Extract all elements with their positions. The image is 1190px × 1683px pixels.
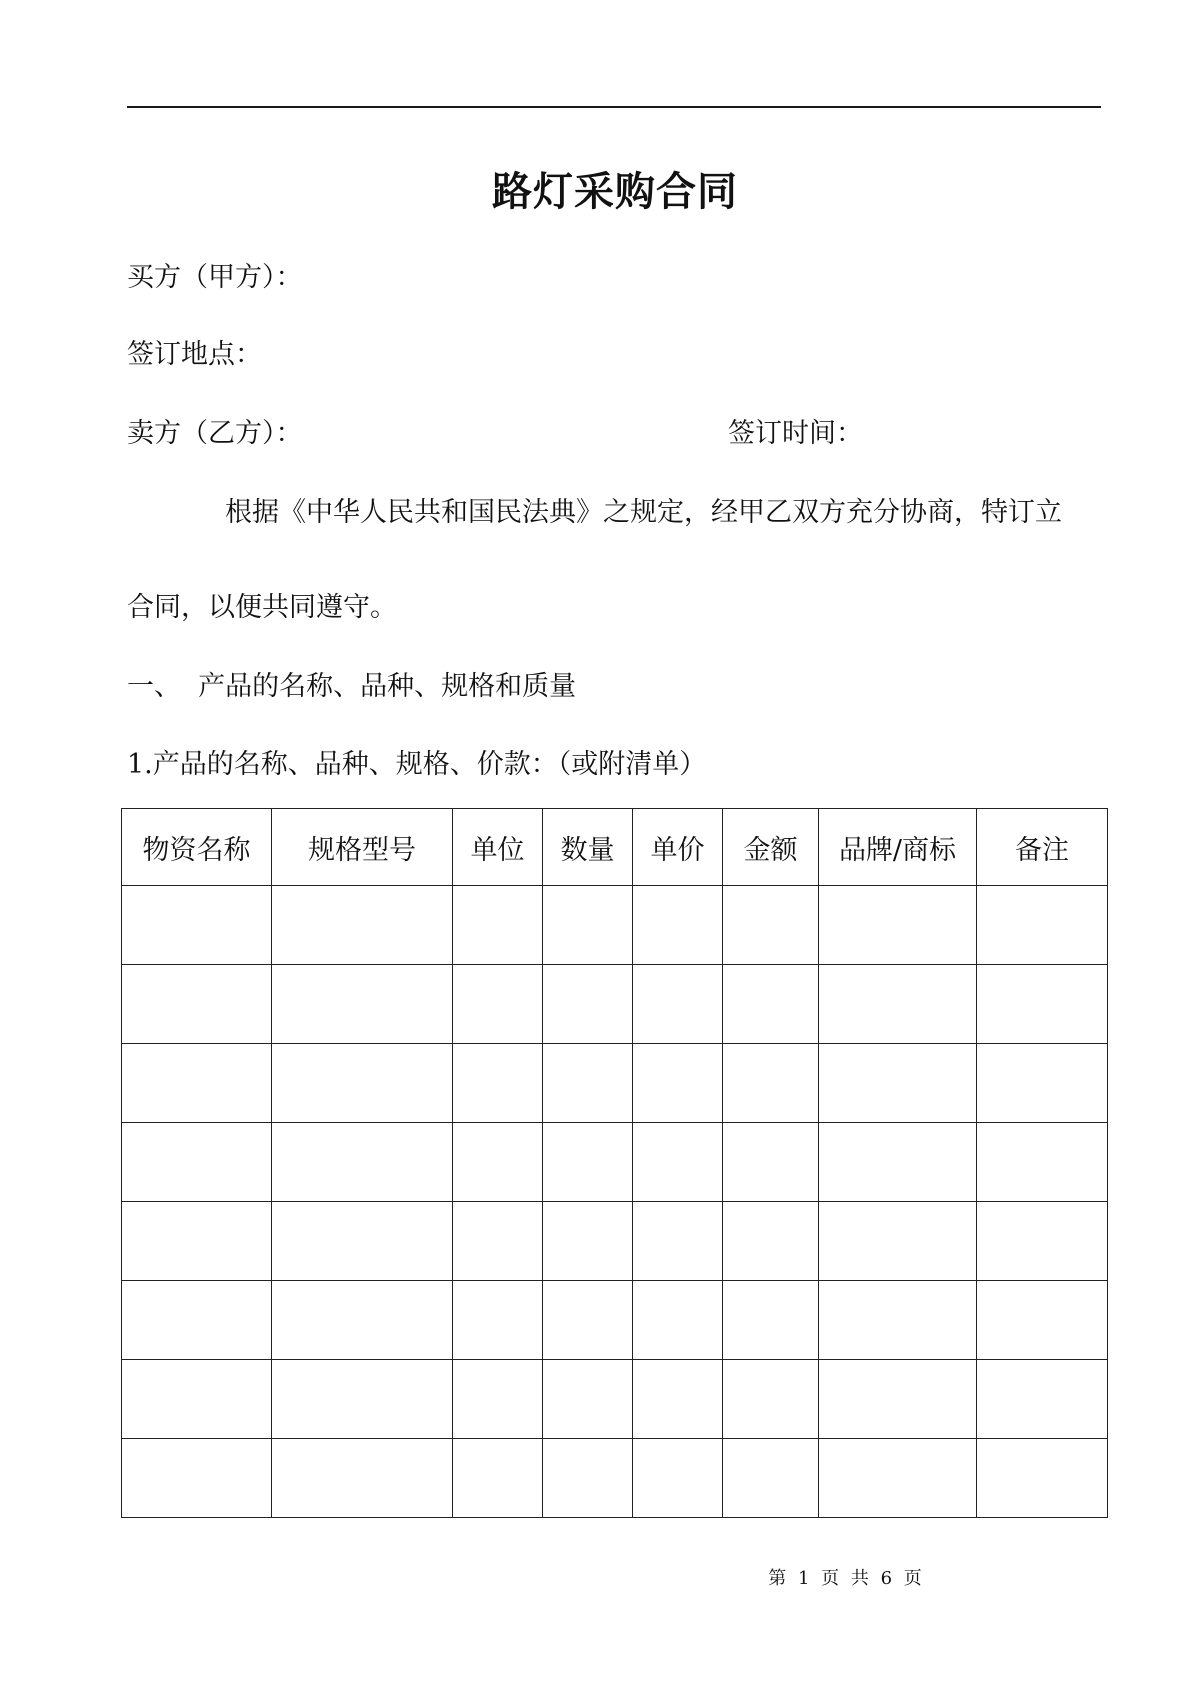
- header-cell-brand: 品牌/商标: [819, 809, 977, 886]
- sign-place-label: 签订地点：: [127, 339, 262, 370]
- table-row: [122, 886, 1108, 965]
- goods-table-body: [122, 886, 1108, 1518]
- table-cell: [122, 1360, 272, 1439]
- table-cell: [272, 1281, 453, 1360]
- table-cell: [633, 1360, 723, 1439]
- table-cell: [543, 1360, 633, 1439]
- table-cell: [819, 1360, 977, 1439]
- table-cell: [122, 1123, 272, 1202]
- table-cell: [122, 965, 272, 1044]
- header-cell-remarks: 备注: [977, 809, 1108, 886]
- table-cell: [543, 965, 633, 1044]
- table-cell: [633, 886, 723, 965]
- table-cell: [723, 1439, 819, 1518]
- buyer-label: 买方（甲方）：: [127, 262, 303, 293]
- table-cell: [723, 1281, 819, 1360]
- table-cell: [819, 1281, 977, 1360]
- section-1-heading: 一、 产品的名称、品种、规格和质量: [127, 671, 577, 702]
- table-cell: [453, 886, 543, 965]
- table-cell: [723, 1202, 819, 1281]
- table-cell: [272, 965, 453, 1044]
- table-cell: [977, 965, 1108, 1044]
- table-cell: [272, 1360, 453, 1439]
- table-cell: [723, 1360, 819, 1439]
- header-cell-quantity: 数量: [543, 809, 633, 886]
- item-1-heading: 1.产品的名称、品种、规格、价款：（或附清单）: [127, 749, 707, 780]
- header-rule: [127, 106, 1101, 108]
- table-cell: [819, 1202, 977, 1281]
- table-cell: [453, 1044, 543, 1123]
- table-row: [122, 1439, 1108, 1518]
- table-cell: [453, 1202, 543, 1281]
- table-cell: [543, 1281, 633, 1360]
- preamble-line-1: 根据《中华人民共和国民法典》之规定，经甲乙双方充分协商，特订立: [225, 497, 1062, 528]
- table-cell: [633, 1044, 723, 1123]
- table-cell: [272, 1044, 453, 1123]
- page-number: 第 1 页 共 6 页: [768, 1568, 922, 1589]
- table-cell: [543, 1123, 633, 1202]
- table-cell: [977, 1044, 1108, 1123]
- table-cell: [977, 1439, 1108, 1518]
- sign-time-label: 签订时间：: [728, 418, 863, 449]
- table-cell: [977, 1281, 1108, 1360]
- table-cell: [543, 886, 633, 965]
- table-cell: [122, 1044, 272, 1123]
- table-row: [122, 1281, 1108, 1360]
- table-cell: [272, 1439, 453, 1518]
- table-cell: [122, 1202, 272, 1281]
- table-cell: [543, 1439, 633, 1518]
- table-cell: [272, 1202, 453, 1281]
- table-cell: [453, 965, 543, 1044]
- header-cell-unit-price: 单价: [633, 809, 723, 886]
- goods-table: [121, 808, 1108, 1518]
- table-cell: [453, 1123, 543, 1202]
- table-row: [122, 1360, 1108, 1439]
- table-cell: [453, 1439, 543, 1518]
- table-header-row: [122, 809, 1108, 886]
- table-cell: [272, 886, 453, 965]
- preamble-line-2: 合同，以便共同遵守。: [127, 592, 397, 623]
- table-cell: [453, 1360, 543, 1439]
- table-cell: [977, 1202, 1108, 1281]
- table-row: [122, 1123, 1108, 1202]
- table-cell: [633, 1439, 723, 1518]
- table-cell: [723, 886, 819, 965]
- table-cell: [819, 965, 977, 1044]
- header-cell-amount: 金额: [723, 809, 819, 886]
- table-cell: [122, 1281, 272, 1360]
- table-cell: [633, 965, 723, 1044]
- table-cell: [723, 1123, 819, 1202]
- table-row: [122, 965, 1108, 1044]
- table-row: [122, 1202, 1108, 1281]
- table-cell: [723, 965, 819, 1044]
- header-cell-name: 物资名称: [122, 809, 272, 886]
- table-cell: [819, 1044, 977, 1123]
- table-cell: [977, 1123, 1108, 1202]
- table-row: [122, 1044, 1108, 1123]
- table-cell: [819, 1123, 977, 1202]
- table-cell: [633, 1123, 723, 1202]
- seller-label: 卖方（乙方）：: [127, 418, 303, 449]
- table-cell: [122, 1439, 272, 1518]
- table-cell: [977, 1360, 1108, 1439]
- table-cell: [819, 886, 977, 965]
- table-cell: [543, 1044, 633, 1123]
- header-cell-unit: 单位: [453, 809, 543, 886]
- table-cell: [543, 1202, 633, 1281]
- table-cell: [453, 1281, 543, 1360]
- table-cell: [633, 1202, 723, 1281]
- table-cell: [122, 886, 272, 965]
- document-title: 路灯采购合同: [492, 168, 738, 215]
- table-cell: [977, 886, 1108, 965]
- table-cell: [723, 1044, 819, 1123]
- table-cell: [272, 1123, 453, 1202]
- table-cell: [819, 1439, 977, 1518]
- table-cell: [633, 1281, 723, 1360]
- header-cell-spec: 规格型号: [272, 809, 453, 886]
